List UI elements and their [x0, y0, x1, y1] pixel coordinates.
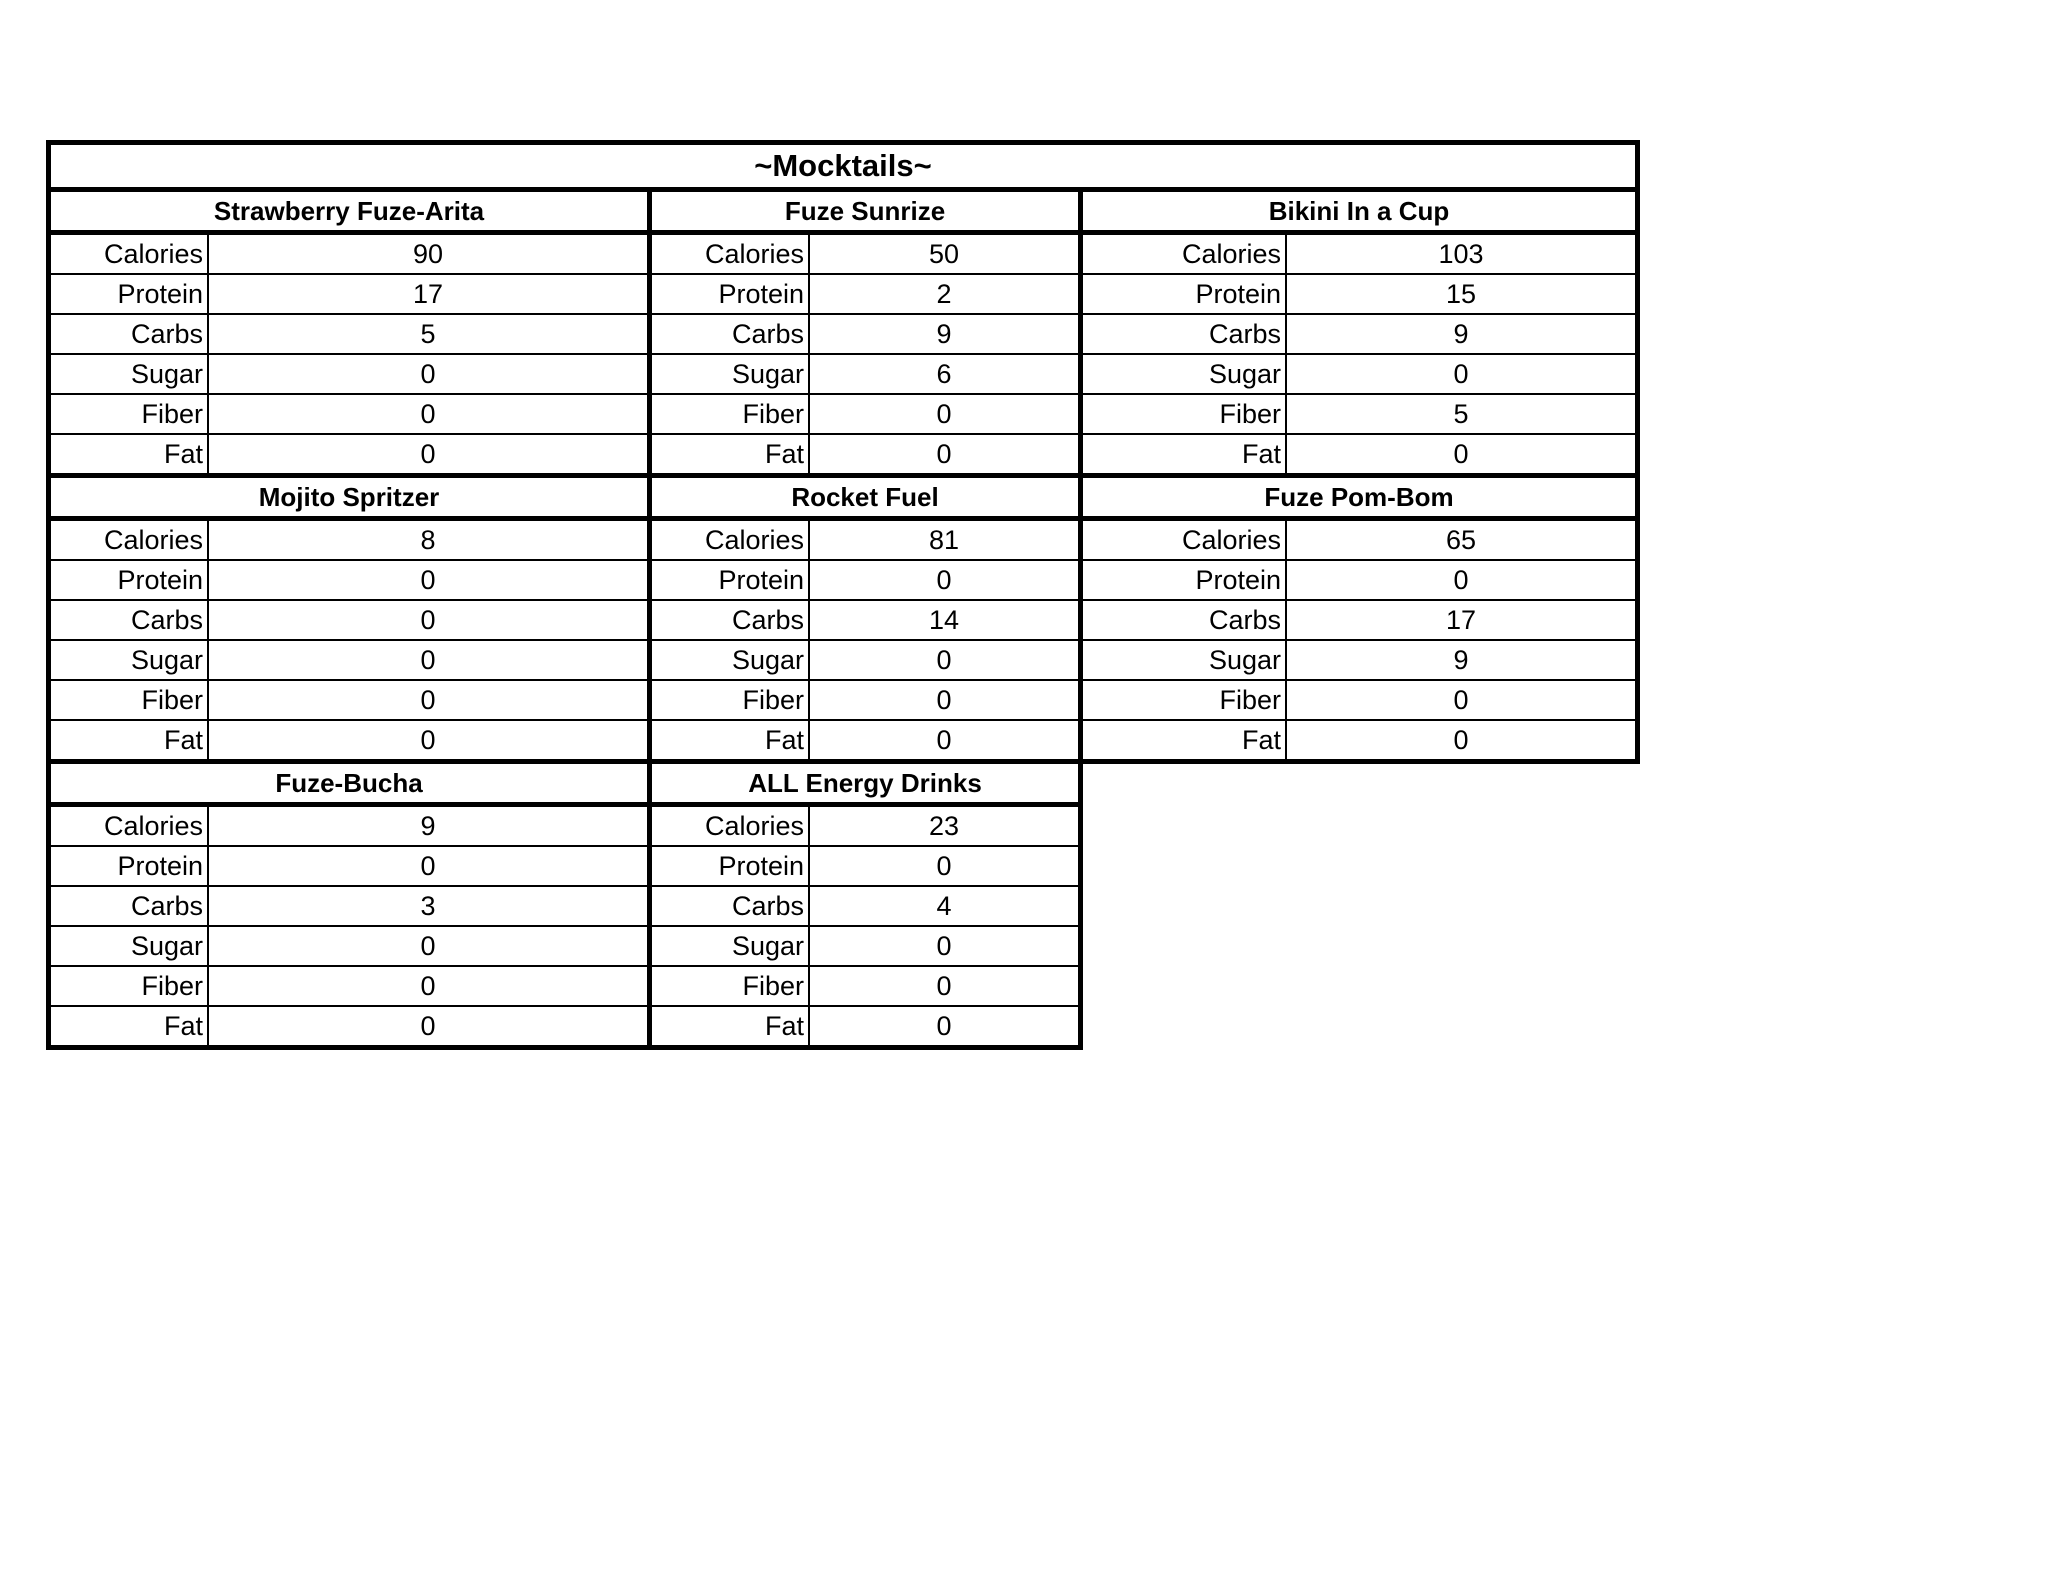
nutrient-label: Sugar [652, 355, 810, 393]
nutrient-label: Sugar [51, 355, 209, 393]
drink-row-2 [46, 478, 1640, 764]
nutrient-value: 5 [420, 319, 436, 349]
drink-row-3 [46, 764, 1640, 1050]
nutrition-row [51, 273, 647, 313]
nutrient-label: Fat [652, 721, 810, 759]
nutrient-value: 17 [1445, 605, 1477, 635]
drink-name: Rocket Fuel [652, 478, 1078, 521]
nutrient-label: Calories [652, 521, 810, 559]
nutrition-row [1083, 353, 1635, 393]
nutrient-value: 0 [420, 565, 436, 595]
nutrition-row [51, 313, 647, 353]
nutrition-row [51, 433, 647, 473]
nutrient-label: Fat [51, 1007, 209, 1045]
nutrient-label: Fat [652, 435, 810, 473]
nutrient-label: Protein [652, 561, 810, 599]
nutrition-row [51, 807, 647, 845]
nutrient-value: 0 [420, 971, 436, 1001]
nutrient-value: 0 [420, 851, 436, 881]
nutrition-row [652, 807, 1078, 845]
nutrient-label: Protein [652, 847, 810, 885]
nutrient-label: Protein [1083, 275, 1287, 313]
nutrient-label: Carbs [1083, 601, 1287, 639]
drink-name: Strawberry Fuze-Arita [51, 192, 647, 235]
nutrition-row [51, 965, 647, 1005]
nutrient-value: 0 [936, 439, 952, 469]
nutrition-row [652, 1005, 1078, 1045]
nutrient-value: 0 [420, 645, 436, 675]
nutrient-label: Carbs [51, 315, 209, 353]
nutrition-row [652, 353, 1078, 393]
nutrient-value: 0 [1453, 725, 1469, 755]
nutrition-row [51, 599, 647, 639]
nutrient-value: 0 [936, 851, 952, 881]
nutrition-row [652, 925, 1078, 965]
nutrient-label: Carbs [51, 887, 209, 925]
nutrition-row [652, 719, 1078, 759]
nutrient-label: Carbs [1083, 315, 1287, 353]
nutrition-row [1083, 393, 1635, 433]
drink-name: Fuze-Bucha [51, 764, 647, 807]
nutrient-label: Fat [652, 1007, 810, 1045]
sheet-title: ~Mocktails~ [46, 140, 1640, 192]
nutrient-label: Fiber [51, 681, 209, 719]
nutrition-row [652, 393, 1078, 433]
nutrient-label: Calories [1083, 235, 1287, 273]
nutrition-row [652, 845, 1078, 885]
nutrient-value: 65 [1445, 525, 1477, 555]
nutrient-label: Carbs [51, 601, 209, 639]
nutrient-label: Carbs [652, 601, 810, 639]
nutrient-label: Fat [1083, 721, 1287, 759]
nutrition-row [652, 521, 1078, 559]
drink-block [1078, 187, 1640, 478]
nutrient-label: Sugar [51, 641, 209, 679]
nutrient-value: 0 [420, 605, 436, 635]
nutrient-value: 0 [936, 399, 952, 429]
nutrient-label: Sugar [1083, 641, 1287, 679]
drink-block [46, 187, 652, 478]
nutrient-value: 90 [412, 239, 444, 269]
nutrition-row [652, 639, 1078, 679]
nutrition-row [652, 235, 1078, 273]
nutrient-value: 0 [420, 439, 436, 469]
drink-row-1 [46, 192, 1640, 478]
nutrient-value: 9 [1453, 645, 1469, 675]
drink-name: ALL Energy Drinks [652, 764, 1078, 807]
nutrient-value: 9 [1453, 319, 1469, 349]
nutrition-row [51, 1005, 647, 1045]
nutrient-value: 4 [936, 891, 952, 921]
nutrient-label: Protein [51, 561, 209, 599]
nutrient-value: 0 [420, 359, 436, 389]
drink-block [647, 473, 1083, 764]
nutrient-value: 2 [936, 279, 952, 309]
nutrient-label: Fat [51, 435, 209, 473]
nutrition-row [1083, 559, 1635, 599]
nutrition-row [652, 433, 1078, 473]
nutrient-label: Calories [51, 521, 209, 559]
nutrient-value: 0 [420, 1011, 436, 1041]
nutrition-row [1083, 313, 1635, 353]
nutrition-row [652, 599, 1078, 639]
nutrient-value: 0 [1453, 359, 1469, 389]
nutrient-label: Fiber [51, 395, 209, 433]
nutrient-label: Fiber [652, 967, 810, 1005]
nutrient-value: 9 [420, 811, 436, 841]
nutrition-row [51, 719, 647, 759]
nutrient-label: Sugar [1083, 355, 1287, 393]
nutrition-row [652, 965, 1078, 1005]
nutrition-row [1083, 433, 1635, 473]
nutrition-row [51, 521, 647, 559]
drink-name: Bikini In a Cup [1083, 192, 1635, 235]
nutrient-value: 0 [936, 685, 952, 715]
nutrient-value: 14 [928, 605, 960, 635]
nutrient-value: 0 [1453, 685, 1469, 715]
nutrient-label: Carbs [652, 887, 810, 925]
nutrient-label: Fat [1083, 435, 1287, 473]
nutrient-label: Fiber [51, 967, 209, 1005]
nutrient-value: 0 [936, 931, 952, 961]
nutrient-value: 0 [1453, 439, 1469, 469]
nutrient-value: 0 [936, 725, 952, 755]
drink-block [1078, 473, 1640, 764]
drink-block [647, 759, 1083, 1050]
drink-name: Fuze Pom-Bom [1083, 478, 1635, 521]
nutrient-label: Fiber [1083, 395, 1287, 433]
nutrient-value: 0 [1453, 565, 1469, 595]
nutrient-label: Calories [51, 807, 209, 845]
nutrient-value: 0 [420, 725, 436, 755]
nutrient-label: Sugar [652, 641, 810, 679]
drink-name: Fuze Sunrize [652, 192, 1078, 235]
nutrition-row [51, 679, 647, 719]
nutrition-row [1083, 719, 1635, 759]
nutrient-value: 15 [1445, 279, 1477, 309]
nutrition-row [1083, 599, 1635, 639]
nutrition-row [51, 885, 647, 925]
nutrient-label: Calories [652, 235, 810, 273]
nutrient-label: Sugar [51, 927, 209, 965]
nutrition-row [51, 393, 647, 433]
nutrient-value: 9 [936, 319, 952, 349]
nutrient-label: Carbs [652, 315, 810, 353]
nutrient-value: 50 [928, 239, 960, 269]
nutrient-value: 0 [936, 971, 952, 1001]
nutrient-label: Calories [51, 235, 209, 273]
nutrient-label: Protein [1083, 561, 1287, 599]
nutrition-row [51, 235, 647, 273]
nutrition-row [1083, 679, 1635, 719]
nutrition-row [652, 273, 1078, 313]
drink-name: Mojito Spritzer [51, 478, 647, 521]
nutrient-value: 5 [1453, 399, 1469, 429]
drink-block [647, 187, 1083, 478]
nutrition-row [51, 845, 647, 885]
nutrient-value: 0 [936, 645, 952, 675]
mocktails-sheet [46, 140, 1640, 1050]
nutrient-label: Protein [652, 275, 810, 313]
nutrient-label: Fat [51, 721, 209, 759]
nutrition-row [51, 925, 647, 965]
drink-block [46, 473, 652, 764]
nutrition-row [51, 353, 647, 393]
nutrient-value: 81 [928, 525, 960, 555]
nutrition-row [51, 639, 647, 679]
nutrient-value: 0 [420, 685, 436, 715]
nutrient-label: Protein [51, 275, 209, 313]
nutrition-row [652, 885, 1078, 925]
nutrient-label: Fiber [1083, 681, 1287, 719]
nutrient-value: 0 [420, 399, 436, 429]
nutrition-row [652, 559, 1078, 599]
nutrient-value: 8 [420, 525, 436, 555]
nutrient-label: Calories [652, 807, 810, 845]
nutrient-label: Fiber [652, 681, 810, 719]
nutrient-label: Fiber [652, 395, 810, 433]
nutrient-value: 0 [936, 565, 952, 595]
nutrient-value: 23 [928, 811, 960, 841]
nutrient-value: 103 [1438, 239, 1484, 269]
nutrition-row [1083, 273, 1635, 313]
nutrient-value: 0 [420, 931, 436, 961]
nutrition-row [652, 313, 1078, 353]
nutrient-label: Sugar [652, 927, 810, 965]
nutrient-value: 3 [420, 891, 436, 921]
nutrition-row [1083, 235, 1635, 273]
nutrient-value: 17 [412, 279, 444, 309]
nutrition-row [1083, 639, 1635, 679]
nutrition-row [1083, 521, 1635, 559]
nutrient-label: Calories [1083, 521, 1287, 559]
drink-block [46, 759, 652, 1050]
nutrition-row [51, 559, 647, 599]
nutrient-value: 6 [936, 359, 952, 389]
nutrition-row [652, 679, 1078, 719]
nutrient-value: 0 [936, 1011, 952, 1041]
nutrient-label: Protein [51, 847, 209, 885]
